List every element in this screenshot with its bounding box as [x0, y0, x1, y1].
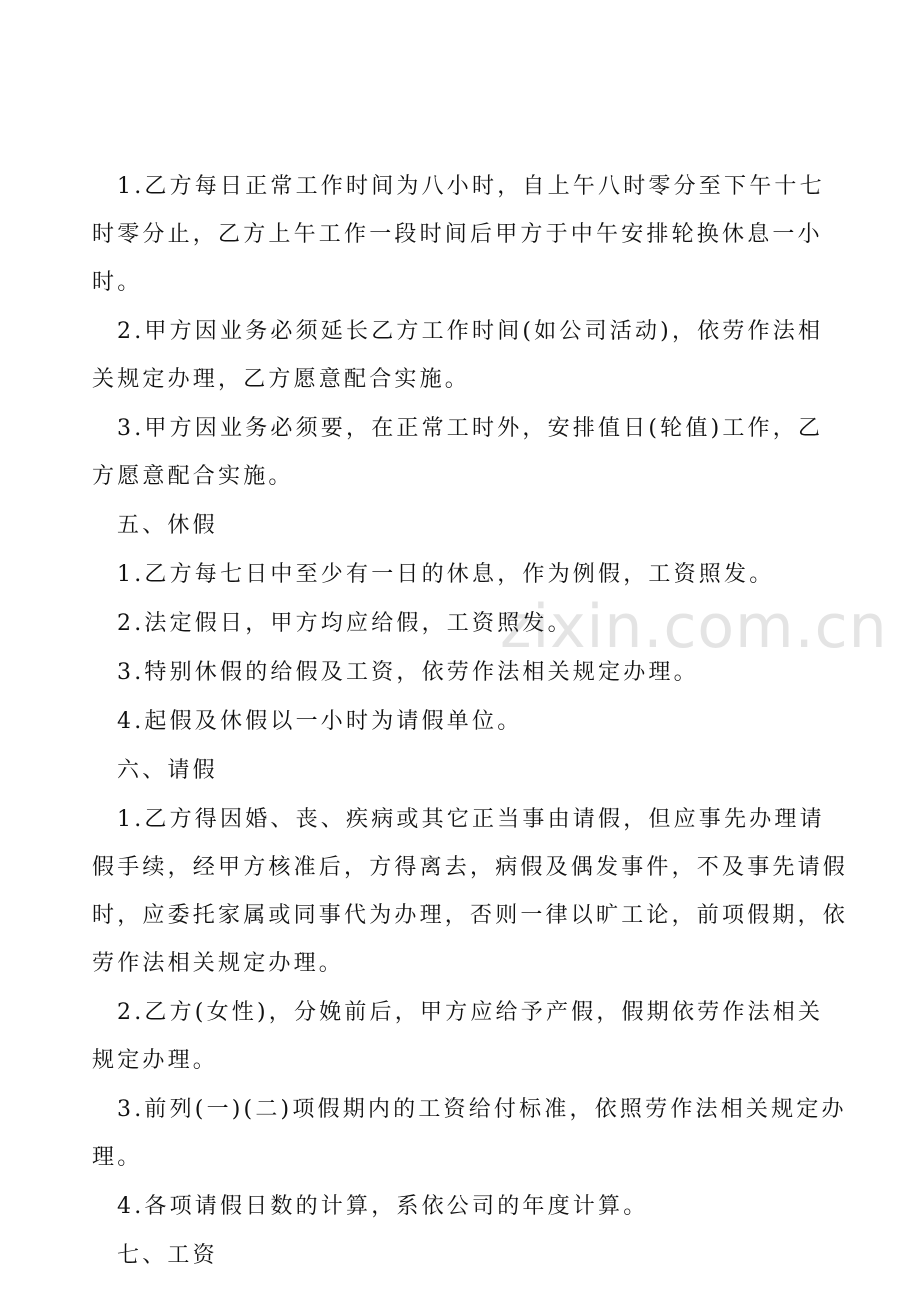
clause-statutory-holidays: 2.法定假日，甲方均应给假，工资照发。 [117, 611, 573, 636]
clause-duty-shift: 3.甲方因业务必须要，在正常工时外，安排值日(轮值)工作，乙方愿意配合实施。 [92, 416, 824, 489]
clause-work-hours: 1.乙方每日正常工作时间为八小时，自上午八时零分至下午十七时零分止，乙方上午工作一段时间后甲方于中午安排轮换休息一小时。 [92, 174, 825, 295]
clause-leave-pay: 3.前列(一)(二)项假期内的工资给付标准，依照劳作法相关规定办理。 [92, 1097, 847, 1170]
watermark: zixin.com.cn [500, 592, 888, 662]
section-heading-wages: 七、工资 [117, 1243, 218, 1268]
clause-overtime: 2.甲方因业务必须延长乙方工作时间(如公司活动)，依劳作法相关规定办理，乙方愿意配合实施。 [92, 319, 824, 392]
clause-leave-days: 4.各项请假日数的计算，系依公司的年度计算。 [117, 1194, 649, 1219]
clause-maternity-leave: 2.乙方(女性)，分娩前后，甲方应给予产假，假期依劳作法相关规定办理。 [92, 1000, 824, 1073]
clause-weekly-rest: 1.乙方每七日中至少有一日的休息，作为例假，工资照发。 [117, 562, 775, 587]
section-heading-holidays: 五、休假 [117, 513, 218, 538]
document-body [92, 163, 848, 1281]
clause-leave-request: 1.乙方得因婚、丧、疾病或其它正当事由请假，但应事先办理请假手续，经甲方核准后，方得离去，病假及偶发事件，不及事先请假时，应委托家属或同事代为办理，否则一律以旷工论，前项假期，依劳作法相关规定办理。 [92, 807, 849, 976]
clause-leave-unit: 4.起假及休假以一小时为请假单位。 [117, 709, 523, 734]
clause-special-leave: 3.特别休假的给假及工资，依劳作法相关规定办理。 [117, 660, 699, 685]
section-heading-leave: 六、请假 [117, 758, 218, 783]
